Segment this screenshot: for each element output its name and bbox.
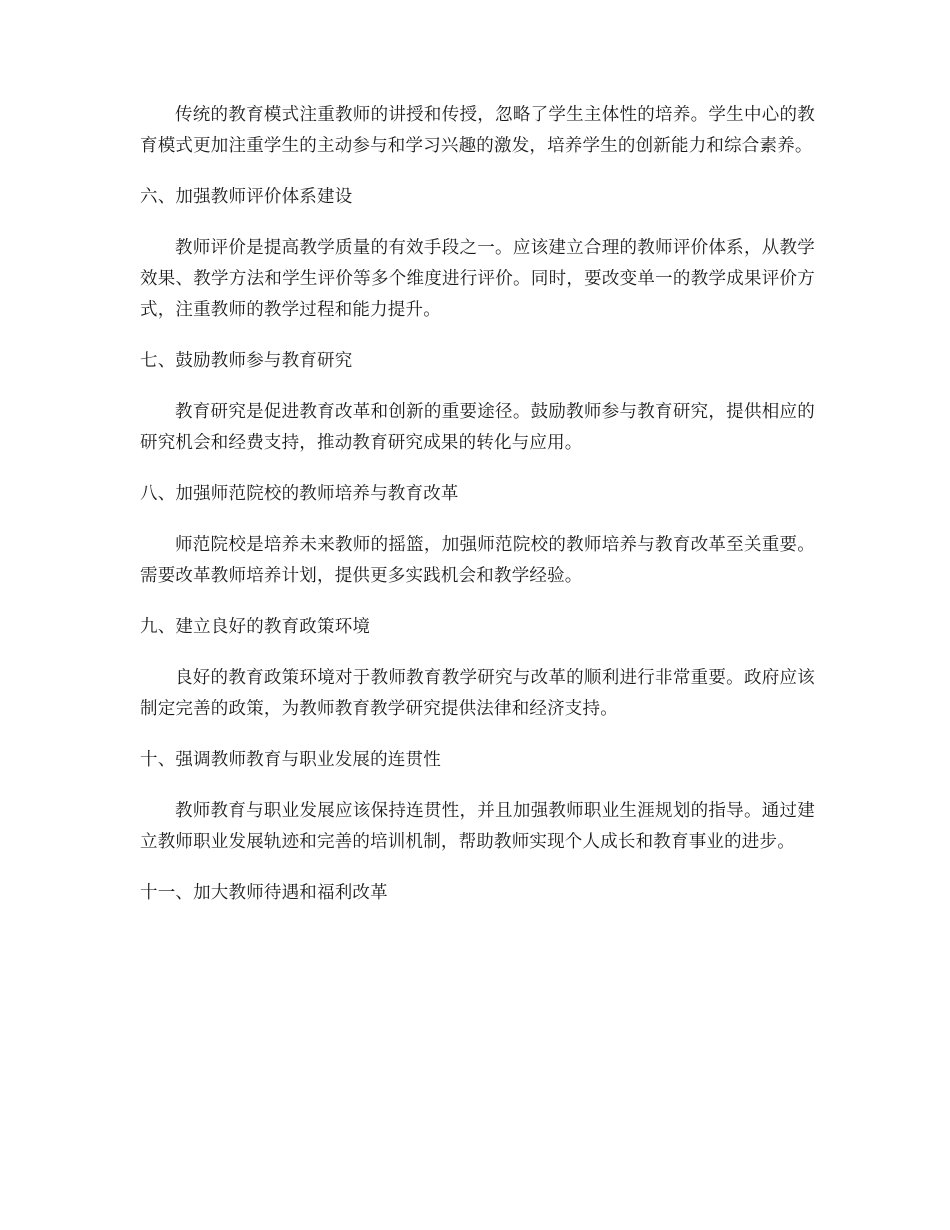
section-heading: 六、加强教师评价体系建设 [140, 187, 353, 207]
section-heading: 九、建立良好的教育政策环境 [140, 617, 371, 637]
paragraph: 良好的教育政策环境对于教师教育教学研究与改革的顺利进行非常重要。政府应该制定完善的政策，为教师教育教学研究提供法律和经济支持。 [140, 668, 815, 719]
section-heading: 十、强调教师教育与职业发展的连贯性 [140, 750, 441, 770]
paragraph: 教师评价是提高教学质量的有效手段之一。应该建立合理的教师评价体系，从教学效果、教学方法和学生评价等多个维度进行评价。同时，要改变单一的教学成果评价方式，注重教师的教学过程和能力提升。 [140, 238, 815, 320]
section-heading: 七、鼓励教师参与教育研究 [140, 351, 353, 371]
paragraph: 传统的教育模式注重教师的讲授和传授，忽略了学生主体性的培养。学生中心的教育模式更加注重学生的主动参与和学习兴趣的激发，培养学生的创新能力和综合素养。 [140, 105, 815, 156]
section-heading: 十一、加大教师待遇和福利改革 [140, 883, 388, 903]
section-heading: 八、加强师范院校的教师培养与教育改革 [140, 484, 459, 504]
paragraph: 师范院校是培养未来教师的摇篮，加强师范院校的教师培养与教育改革至关重要。需要改革教师培养计划，提供更多实践机会和教学经验。 [140, 535, 815, 586]
spacer [140, 162, 815, 182]
spacer [140, 213, 815, 233]
paragraph: 教师教育与职业发展应该保持连贯性，并且加强教师职业生涯规划的指导。通过建立教师职业发展轨迹和完善的培训机制，帮助教师实现个人成长和教育事业的进步。 [140, 801, 815, 852]
spacer [140, 858, 815, 878]
spacer [140, 592, 815, 612]
paragraph: 教育研究是促进教育改革和创新的重要途径。鼓励教师参与教育研究，提供相应的研究机会和经费支持，推动教育研究成果的转化与应用。 [140, 402, 815, 453]
spacer [140, 510, 815, 530]
document-body [140, 100, 815, 909]
spacer [140, 643, 815, 663]
spacer [140, 776, 815, 796]
spacer [140, 326, 815, 346]
spacer [140, 725, 815, 745]
spacer [140, 377, 815, 397]
spacer [140, 459, 815, 479]
